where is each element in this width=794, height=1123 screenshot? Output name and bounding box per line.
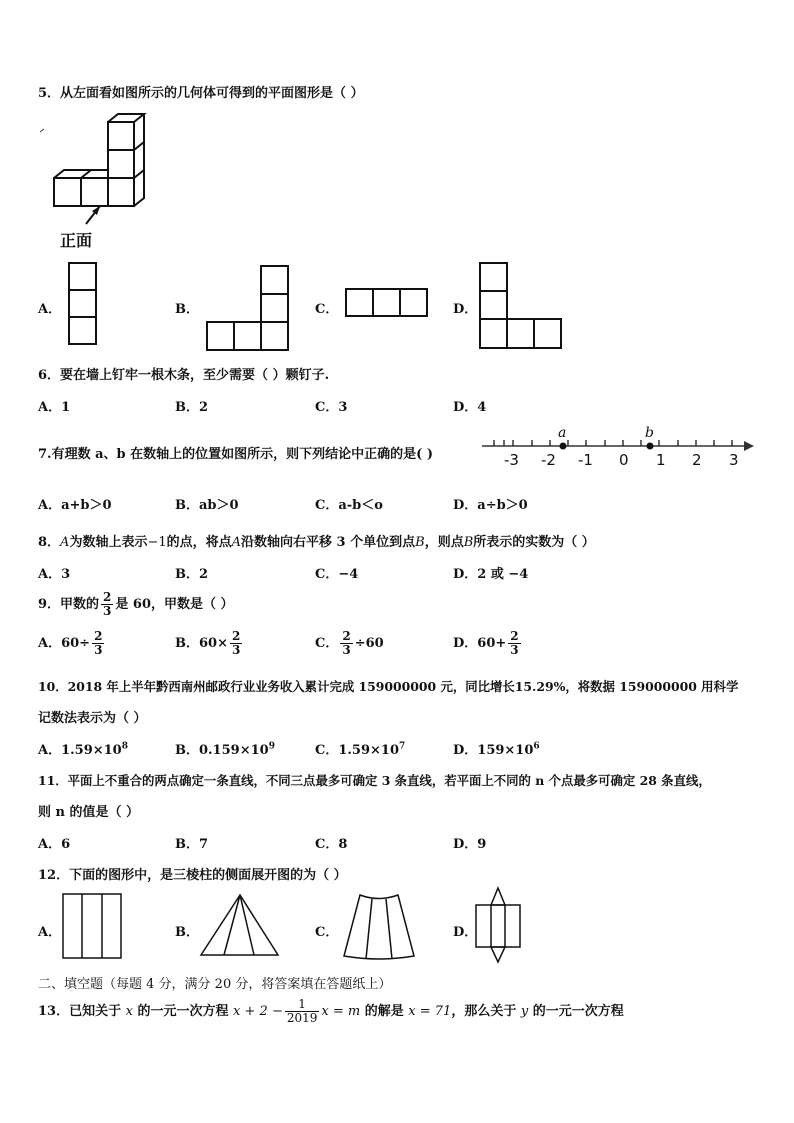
q10-option-c[interactable]: C．$1.59\times 10^7$ xyxy=(315,741,406,758)
q12-option-d[interactable]: D． xyxy=(453,925,478,940)
q5-option-d-figure xyxy=(479,262,563,350)
question-5-text: 5．从左面看如图所示的几何体可得到的平面图形是（ ） xyxy=(38,86,364,101)
q5-option-a-figure xyxy=(68,262,98,346)
q5-option-c[interactable]: C． xyxy=(315,302,339,317)
q5-option-b[interactable]: B． xyxy=(175,302,199,317)
q5-solid-figure xyxy=(40,112,160,252)
q6-option-c[interactable]: C．3 xyxy=(315,400,348,415)
question-7-text: 7.有理数 a、b 在数轴上的位置如图所示，则下列结论中正确的是( ) xyxy=(38,447,433,462)
question-13-text: 13．已知关于 x 的一元一次方程 x + 2 − $\frac{1}{2019}$ x = m 的解是 x = 71，那么关于 y 的一元一次方程 xyxy=(38,997,624,1025)
q7-option-d[interactable]: D．a÷b＞0 xyxy=(453,498,528,513)
q5-option-c-figure xyxy=(345,288,429,318)
q12-option-b[interactable]: B． xyxy=(175,925,199,940)
q12-option-a-figure xyxy=(62,893,124,961)
tick-label: 0 xyxy=(619,451,629,469)
question-11-line1: 11．平面上不重合的两点确定一条直线，不同三点最多可确定 3 条直线，若平面上不同的 n 个点最多可确定 28 条直线， xyxy=(38,773,711,788)
q9-option-b[interactable]: B．60× $\frac{2}{3}$ xyxy=(175,629,241,657)
question-9-text: 9．甲数的 $\frac{2}{3}$ 是 60，甲数是（ ） xyxy=(38,590,234,618)
q9-option-a[interactable]: A．60÷ $\frac{2}{3}$ xyxy=(38,629,103,657)
section-2-heading: 二、填空题（每题 4 分，满分 20 分，将答案填在答题纸上） xyxy=(38,977,392,992)
q11-option-d[interactable]: D．9 xyxy=(453,837,487,852)
q11-option-b[interactable]: B．7 xyxy=(175,837,209,852)
q10-option-d[interactable]: D．$159\times 10^6$ xyxy=(453,741,540,758)
q5-option-d[interactable]: D． xyxy=(453,302,478,317)
q5-option-b-figure xyxy=(206,265,290,351)
q8-option-a[interactable]: A．3 xyxy=(38,567,71,582)
q9-option-d[interactable]: D．60+ $\frac{2}{3}$ xyxy=(453,629,519,657)
front-label: 正面 xyxy=(60,231,93,250)
q11-option-a[interactable]: A．6 xyxy=(38,837,71,852)
q12-option-a[interactable]: A． xyxy=(38,925,62,940)
q10-option-b[interactable]: B．$0.159\times 10^9$ xyxy=(175,741,275,758)
q7-option-a[interactable]: A．a+b＞0 xyxy=(38,498,112,513)
question-10-line1: 10．2018 年上半年黔西南州邮政行业业务收入累计完成 159000000 元，同比增长15.29%，将数据 159000000 用科学 xyxy=(38,679,739,694)
q9-option-c[interactable]: C． $\frac{2}{3}$ ÷60 xyxy=(315,629,384,657)
q8-option-d[interactable]: D．2 或 −4 xyxy=(453,567,529,582)
tick-label: -2 xyxy=(541,451,556,469)
q7-option-b[interactable]: B．ab＞0 xyxy=(175,498,239,513)
q12-option-d-figure xyxy=(474,885,522,965)
question-11-line2: 则 n 的值是（ ） xyxy=(38,805,140,820)
question-8-text: 8．A为数轴上表示−1的点，将点A沿数轴向右平移 3 个单位到点B，则点B所表示的实数为（ ） xyxy=(38,535,595,550)
question-10-line2: 记数法表示为（ ） xyxy=(38,711,147,726)
point-b-label: b xyxy=(645,425,654,441)
question-6-text: 6．要在墙上钉牢一根木条，至少需要（ ）颗钉子. xyxy=(38,368,330,383)
tick-label: 2 xyxy=(692,451,702,469)
q12-option-b-figure xyxy=(198,893,282,959)
q11-option-c[interactable]: C．8 xyxy=(315,837,348,852)
q5-option-a[interactable]: A． xyxy=(38,302,62,317)
q12-option-c[interactable]: C． xyxy=(315,925,339,940)
q6-option-a[interactable]: A．1 xyxy=(38,400,71,415)
q12-option-c-figure xyxy=(342,892,416,960)
tick-label: -1 xyxy=(578,451,593,469)
q6-option-b[interactable]: B．2 xyxy=(175,400,209,415)
q6-option-d[interactable]: D．4 xyxy=(453,400,487,415)
q8-option-c[interactable]: C．−4 xyxy=(315,567,359,582)
tick-label: 3 xyxy=(729,451,739,469)
q10-option-a[interactable]: A．$1.59\times 10^8$ xyxy=(38,741,128,758)
tick-label: -3 xyxy=(504,451,519,469)
question-12-text: 12．下面的图形中，是三棱柱的侧面展开图的为（ ） xyxy=(38,868,347,883)
q7-option-c[interactable]: C．a-b＜o xyxy=(315,498,383,513)
q8-option-b[interactable]: B．2 xyxy=(175,567,209,582)
tick-label: 1 xyxy=(656,451,666,469)
point-a-label: a xyxy=(558,425,567,441)
